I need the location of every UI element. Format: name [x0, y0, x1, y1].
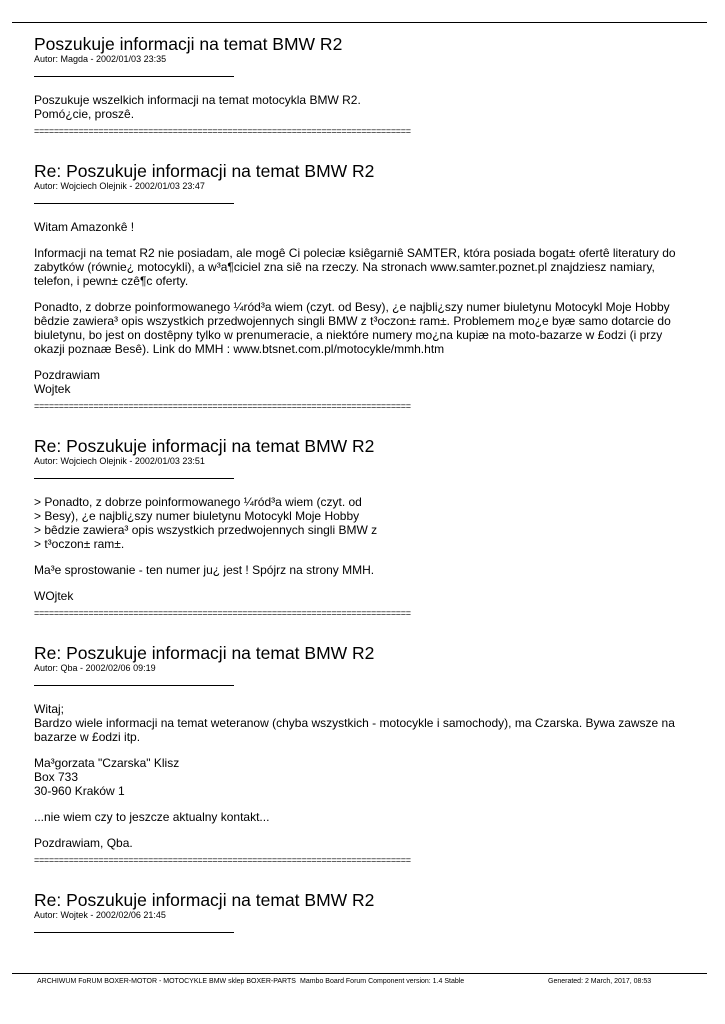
post-body	[34, 702, 694, 850]
forum-post	[34, 161, 694, 411]
post-paragraph: Ma³e sprostowanie - ten numer ju¿ jest ! Spójrz na strony MMH.	[34, 563, 375, 577]
meta-divider	[34, 478, 234, 479]
post-separator: ============================================================================	[34, 855, 411, 865]
post-paragraph: Ma³gorzata "Czarska" Klisz Box 733 30-960 Kraków 1	[34, 756, 180, 798]
post-title: Re: Poszukuje informacji na temat BMW R2	[34, 643, 375, 663]
post-body	[34, 220, 694, 396]
meta-divider	[34, 685, 234, 686]
post-paragraph: Ponadto, z dobrze poinformowanego ¼ród³a wiem (czyt. od Besy), ¿e najbli¿szy numer biuletynu Motocykl Moje Hobby bêdzie zawiera³ opis wszystkich przedwojennych singli BMW z t³oczon± ram±. Problemem mo¿e byæ samo dotarcie do biuletynu, bo jest on dostêpny tylko w prenumeracie, a niektóre numery mo¿na kupiæ na moto-bazarze w £odzi (i przy okazji poznaæ Besê). Link do MMH : www.btsnet.com.pl/motocykle/mmh.htm	[34, 300, 671, 356]
post-paragraph: Witam Amazonkê !	[34, 220, 135, 234]
post-body	[34, 93, 694, 121]
forum-post	[34, 890, 694, 933]
post-paragraph: ...nie wiem czy to jeszcze aktualny kontakt...	[34, 810, 270, 824]
post-paragraph: Poszukuje wszelkich informacji na temat motocykla BMW R2. Pomó¿cie, proszê.	[34, 93, 361, 121]
footer-generated-date: Generated: 2 March, 2017, 08:53	[548, 978, 652, 985]
post-paragraph: > Ponadto, z dobrze poinformowanego ¼ród³a wiem (czyt. od > Besy), ¿e najbli¿szy numer biuletynu Motocykl Moje Hobby > bêdzie zawiera³ opis wszystkich przedwojennych singli BMW z > t³oczon± ram±.	[34, 495, 378, 551]
forum-post	[34, 643, 694, 865]
post-separator: ============================================================================	[34, 126, 411, 136]
thread	[34, 34, 694, 933]
footer-divider	[12, 973, 707, 974]
post-paragraph: Pozdrawiam, Qba.	[34, 836, 133, 850]
post-author-date: Autor: Wojtek - 2002/02/06 21:45	[34, 910, 166, 920]
meta-divider	[34, 203, 234, 204]
post-paragraph: Informacji na temat R2 nie posiadam, ale mogê Ci poleciæ ksiêgarniê SAMTER, która posiada bogat± ofertê literatury do zabytków (równie¿ motocykli), a w³a¶ciciel zna siê na rzeczy. Na stronach www.samter.poznet.pl znajdziesz namiary, telefon, i pewn± czê¶c oferty.	[34, 246, 676, 288]
post-author-date: Autor: Wojciech Olejnik - 2002/01/03 23:47	[34, 181, 205, 191]
footer-component-version: Mambo Board Forum Component version: 1.4 Stable	[300, 978, 465, 985]
post-body	[34, 495, 694, 603]
footer-site-name: ARCHIWUM FoRUM BOXER-MOTOR - MOTOCYKLE BMW sklep BOXER-PARTS	[37, 978, 296, 985]
post-paragraph: Pozdrawiam Wojtek	[34, 368, 101, 396]
post-title: Poszukuje informacji na temat BMW R2	[34, 34, 343, 54]
post-paragraph: WOjtek	[34, 589, 74, 603]
post-title: Re: Poszukuje informacji na temat BMW R2	[34, 161, 375, 181]
post-title: Re: Poszukuje informacji na temat BMW R2	[34, 436, 375, 456]
post-author-date: Autor: Wojciech Olejnik - 2002/01/03 23:51	[34, 456, 205, 466]
meta-divider	[34, 76, 234, 77]
forum-post	[34, 436, 694, 618]
forum-post	[34, 34, 694, 136]
post-title: Re: Poszukuje informacji na temat BMW R2	[34, 890, 375, 910]
post-author-date: Autor: Qba - 2002/02/06 09:19	[34, 663, 156, 673]
post-author-date: Autor: Magda - 2002/01/03 23:35	[34, 54, 167, 64]
meta-divider	[34, 932, 234, 933]
top-divider	[12, 22, 707, 23]
post-separator: ============================================================================	[34, 608, 411, 618]
post-separator: ============================================================================	[34, 401, 411, 411]
post-paragraph: Witaj; Bardzo wiele informacji na temat weteranow (chyba wszystkich - motocykle i samochody), ma Czarska. Bywa zawsze na bazarze w £odzi itp.	[34, 702, 675, 744]
